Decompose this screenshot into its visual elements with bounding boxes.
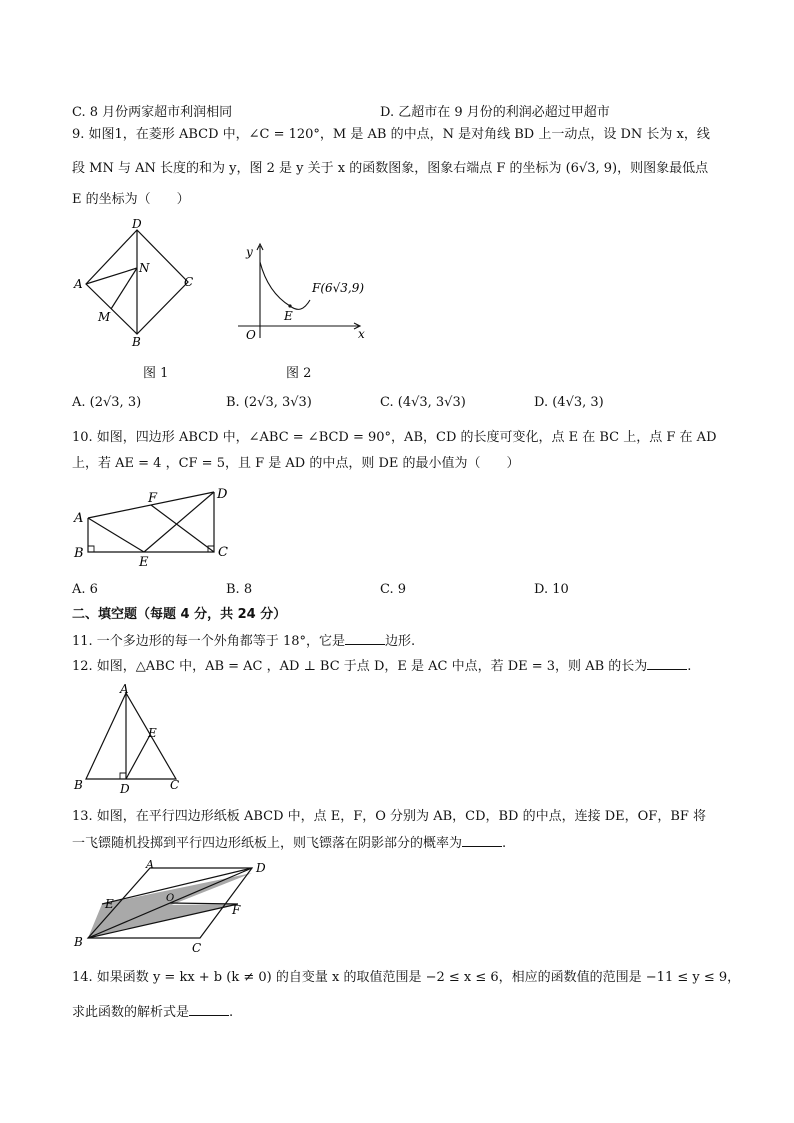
q9-option-b: B. (2√3, 3√3) <box>226 395 312 410</box>
q14-text-line2-before: 求此函数的解析式是 <box>72 1005 190 1020</box>
fig10-label-a: A <box>74 511 84 526</box>
q12-answer-blank[interactable] <box>647 657 687 670</box>
q13-text-line2 <box>72 834 506 853</box>
fig13-label-d: D <box>256 861 266 875</box>
fig12-label-c: C <box>170 778 180 792</box>
q10-figure-quadrilateral <box>72 484 237 570</box>
q9-figure2-graph <box>232 240 372 345</box>
q9-figure1-rhombus <box>70 218 205 348</box>
fig10-label-e: E <box>139 555 149 570</box>
q9-option-a: A. (2√3, 3) <box>72 395 142 410</box>
q8-option-c: C. 8 月份两家超市利润相同 <box>72 105 233 120</box>
fig10-label-c: C <box>218 545 228 560</box>
fig13-label-e: E <box>105 897 114 911</box>
q13-figure-parallelogram <box>72 858 282 954</box>
fig10-label-b: B <box>74 546 84 561</box>
q10-option-b: B. 8 <box>226 582 253 597</box>
q13-answer-blank[interactable] <box>462 834 502 847</box>
fig2-label-y: y <box>246 245 253 259</box>
q14-text-line2-after: . <box>229 1005 234 1020</box>
q10-text-line2: 上，若 AE = 4 ，CF = 5，且 F 是 AD 的中点，则 DE 的最小值为（ ） <box>72 456 520 471</box>
fig12-label-d: D <box>120 782 130 795</box>
q14-text-line2 <box>72 1003 233 1022</box>
q10-option-d: D. 10 <box>534 582 569 597</box>
fig2-label-x: x <box>358 327 365 341</box>
q11-text-before: 11. 一个多边形的每一个外角都等于 18°，它是 <box>72 634 345 649</box>
fig1-label-c: C <box>184 275 194 289</box>
fig1-label-b: B <box>132 335 141 348</box>
q10-option-a: A. 6 <box>72 582 98 597</box>
fig1-label-a: A <box>74 277 83 291</box>
fig1-label-m: M <box>98 310 111 324</box>
q10-text-line1: 10. 如图，四边形 ABCD 中，∠ABC = ∠BCD = 90°，AB，CD 的长度可变化，点 E 在 BC 上，点 F 在 AD <box>72 430 717 445</box>
fig13-label-a: A <box>146 858 154 871</box>
fig12-label-a: A <box>120 683 129 696</box>
fig10-label-f: F <box>148 491 158 506</box>
fig13-label-o: O <box>166 893 175 904</box>
q8-option-d: D. 乙超市在 9 月份的利润必超过甲超市 <box>380 105 610 120</box>
q14-answer-blank[interactable] <box>189 1003 229 1016</box>
fig13-label-f: F <box>232 903 241 917</box>
q9-option-c: C. (4√3, 3√3) <box>380 395 466 410</box>
fig12-label-b: B <box>74 778 83 792</box>
q11-text <box>72 632 415 651</box>
fig2-label-e: E <box>284 309 293 323</box>
q9-option-d: D. (4√3, 3) <box>534 395 604 410</box>
fig1-label-d: D <box>132 218 142 231</box>
q9-text-line3: E 的坐标为（ ） <box>72 192 190 207</box>
fig13-label-c: C <box>192 941 202 954</box>
q13-text-line2-after: . <box>502 836 507 851</box>
fig1-label-n: N <box>139 261 150 275</box>
q13-text-line2-before: 一飞镖随机投掷到平行四边形纸板上，则飞镖落在阴影部分的概率为 <box>72 836 463 851</box>
q12-text-end: . <box>687 659 692 674</box>
q9-figure2-caption: 图 2 <box>286 366 312 381</box>
q9-figure1-caption: 图 1 <box>143 366 169 381</box>
q9-text-line2: 段 MN 与 AN 长度的和为 y，图 2 是 y 关于 x 的函数图象，图象右端点 F 的坐标为 (6√3, 9)，则图象最低点 <box>72 161 709 176</box>
q12-text <box>72 657 691 676</box>
section2-title: 二、填空题（每题 4 分，共 24 分） <box>72 607 287 622</box>
fig12-label-e: E <box>148 726 157 740</box>
q10-option-c: C. 9 <box>380 582 407 597</box>
fig2-label-o: O <box>246 328 256 342</box>
q14-text-line1: 14. 如果函数 y = kx + b (k ≠ 0) 的自变量 x 的取值范围是 −2 ≤ x ≤ 6，相应的函数值的范围是 −11 ≤ y ≤ 9， <box>72 970 741 985</box>
q12-text-body: 12. 如图，△ABC 中，AB = AC ，AD ⊥ BC 于点 D，E 是 AC 中点，若 DE = 3，则 AB 的长为 <box>72 659 648 674</box>
fig2-label-f: F(6√3,9) <box>312 281 365 295</box>
q13-text-line1: 13. 如图，在平行四边形纸板 ABCD 中，点 E，F，O 分别为 AB，CD，BD 的中点，连接 DE，OF，BF 将 <box>72 809 707 824</box>
fig10-label-d: D <box>217 487 228 502</box>
q9-text-line1: 9. 如图1，在菱形 ABCD 中，∠C = 120°，M 是 AB 的中点，N 是对角线 BD 上一动点，设 DN 长为 x，线 <box>72 127 710 142</box>
q12-figure-triangle <box>72 683 187 795</box>
q11-answer-blank[interactable] <box>345 632 385 645</box>
fig13-label-b: B <box>74 935 83 949</box>
q11-text-after: 边形. <box>384 634 416 649</box>
